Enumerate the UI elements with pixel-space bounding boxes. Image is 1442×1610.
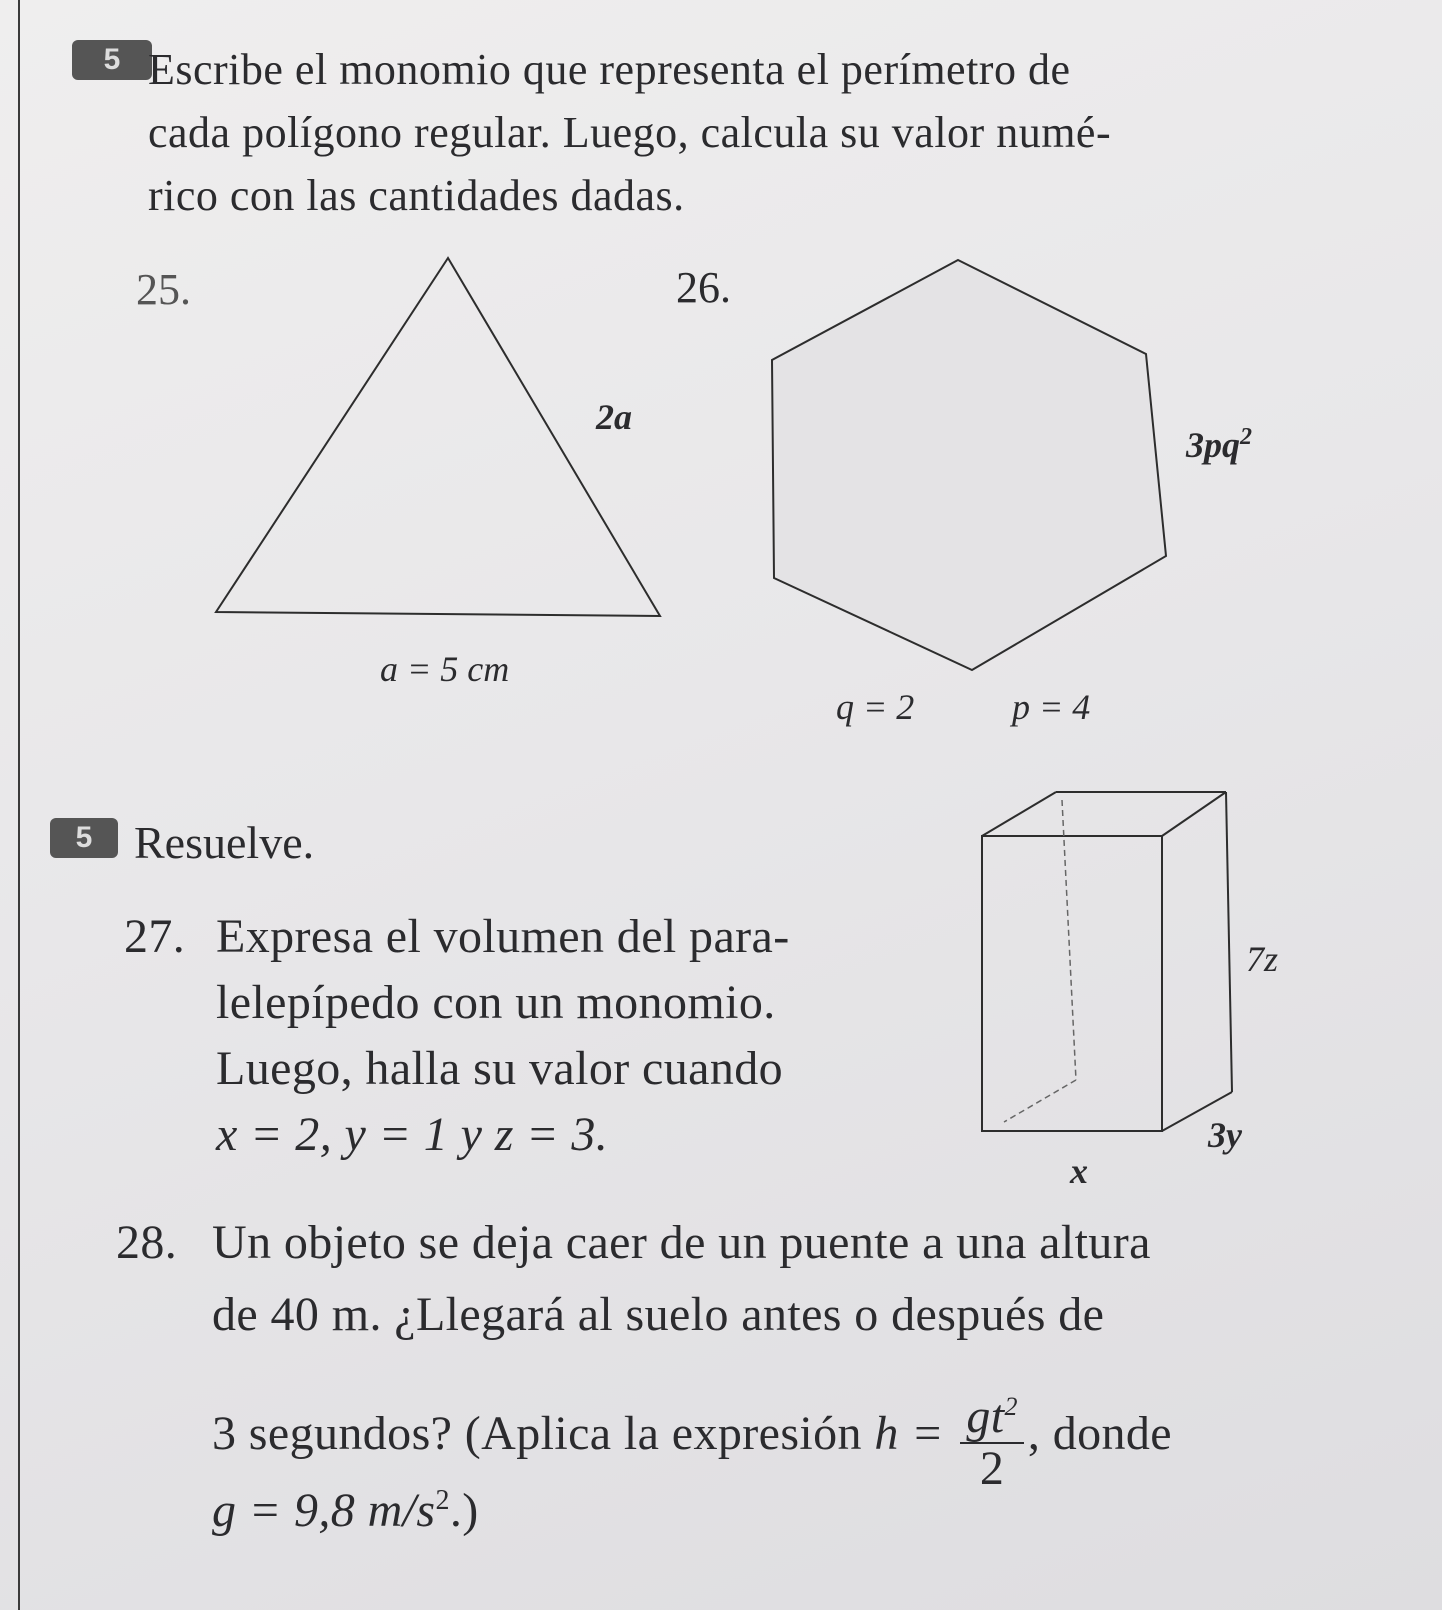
instruction-line: cada polígono regular. Luego, calcula su valor numé- xyxy=(148,108,1112,157)
gravity-suffix: .) xyxy=(449,1484,479,1537)
equilateral-triangle xyxy=(216,258,660,616)
instruction-line: Escribe el monomio que representa el perímetro de xyxy=(148,45,1071,94)
problem-27-line: Luego, halla su valor cuando xyxy=(216,1042,784,1095)
exercise-badge: 5 xyxy=(72,40,152,80)
hexagon-given-q: q = 2 xyxy=(836,687,915,727)
hexagon-side-exp: 2 xyxy=(1240,424,1252,450)
front-face xyxy=(982,836,1162,1131)
problem-number-27: 27. xyxy=(124,910,186,963)
problem-27-line: lelepípedo con un monomio. xyxy=(216,976,776,1029)
hexagon-side-base: 3pq xyxy=(1186,425,1240,465)
problem-27-line: Expresa el volumen del para- xyxy=(216,910,790,963)
triangle-side-label: 2a xyxy=(596,397,632,437)
problem-28-line-1: Un objeto se deja caer de un puente a una altura xyxy=(212,1216,1151,1269)
gravity-value: g = 9,8 m/s xyxy=(212,1484,436,1537)
problem-28-line-4 xyxy=(212,1468,479,1544)
section-title: Resuelve. xyxy=(134,817,315,868)
formula-numerator: $gt^2$ xyxy=(960,1382,1024,1444)
problem-27-text xyxy=(216,904,790,1168)
problem-number-28: 28. xyxy=(116,1216,178,1269)
instruction-line: rico con las cantidades dadas. xyxy=(148,171,685,220)
line-3-suffix: , donde xyxy=(1027,1407,1173,1461)
formula-denominator: 2 xyxy=(979,1442,1005,1495)
problem-number-26: 26. xyxy=(676,263,731,312)
line-3-prefix: 3 segundos? (Aplica la expresión xyxy=(212,1407,862,1461)
hexagon-given-p: p = 4 xyxy=(1012,687,1091,727)
parallelepiped xyxy=(982,792,1232,1131)
hexagon-side-label xyxy=(1186,424,1252,466)
problem-number-25: 25. xyxy=(136,265,191,314)
box-width-label: x xyxy=(1070,1151,1088,1191)
problem-27-values: x = 2, y = 1 y z = 3. xyxy=(216,1108,609,1161)
hidden-edge xyxy=(1062,800,1076,1080)
problem-28-line-2: de 40 m. ¿Llegará al suelo antes o después de xyxy=(212,1288,1105,1341)
formula-fraction xyxy=(960,1382,1024,1494)
box-height-label: 7z xyxy=(1246,939,1279,979)
triangle-given-value: a = 5 cm xyxy=(380,649,510,689)
regular-hexagon xyxy=(772,260,1166,670)
section-badge: 5 xyxy=(50,818,118,858)
formula-lhs: h = xyxy=(874,1407,944,1461)
box-depth-label: 3y xyxy=(1208,1115,1242,1155)
gravity-exp: 2 xyxy=(435,1485,450,1516)
